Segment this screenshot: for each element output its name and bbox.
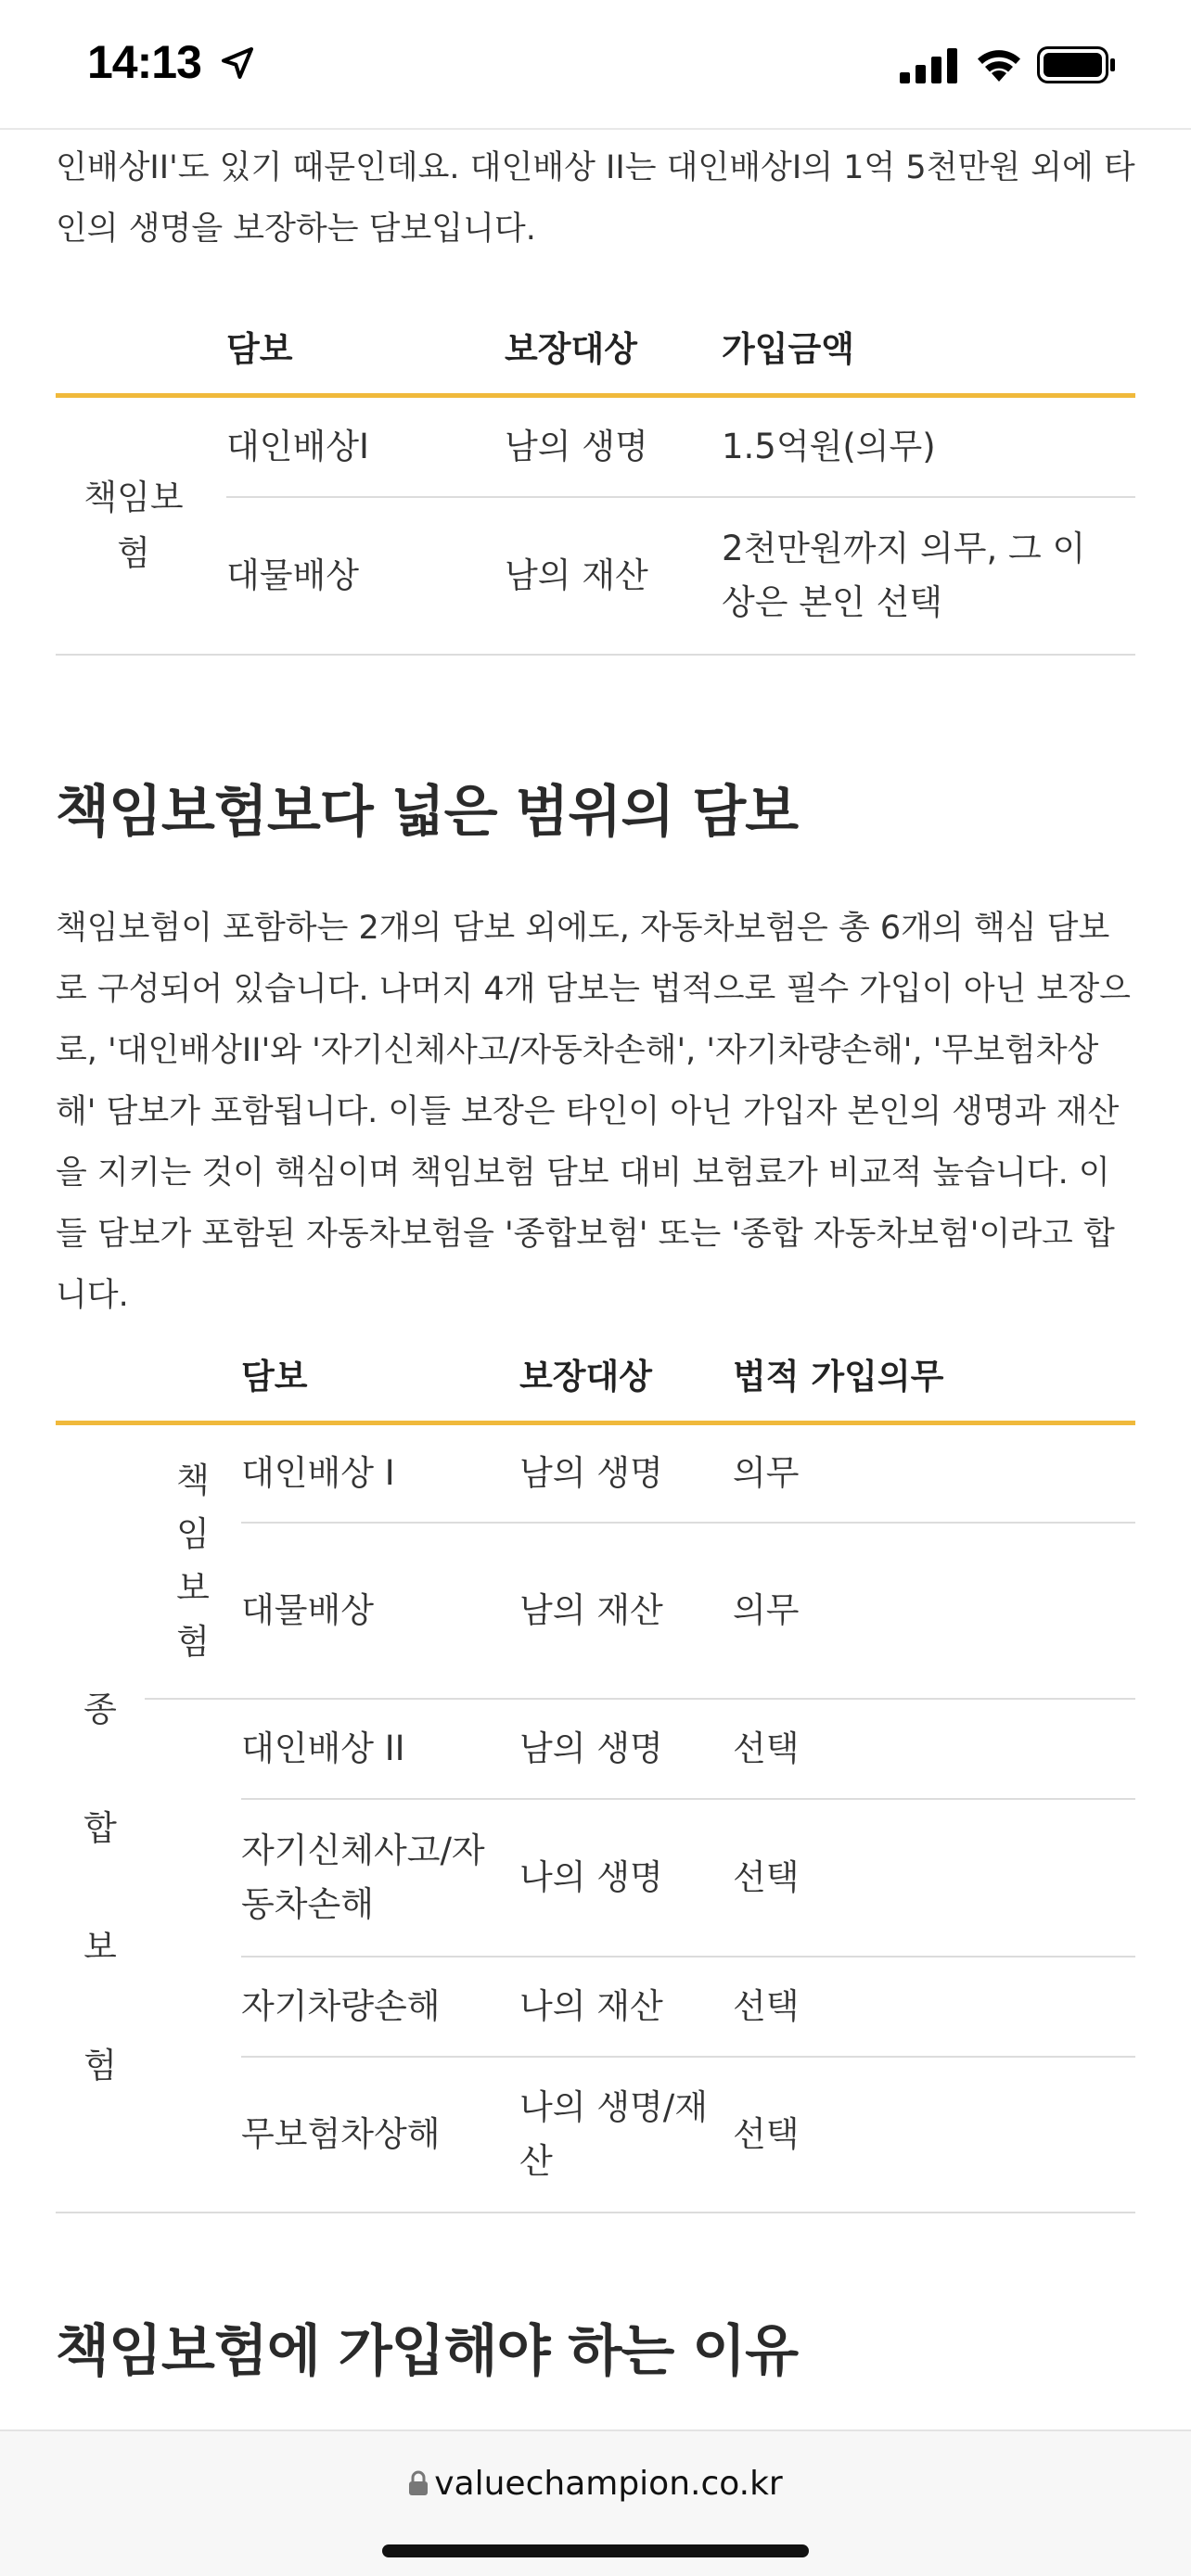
table-cell: 남의 생명 — [519, 1699, 733, 1799]
table2-header-empty — [145, 1326, 241, 1422]
table-cell: 2천만원까지 의무, 그 이상은 본인 선택 — [722, 497, 1135, 655]
status-bar — [0, 0, 1191, 130]
table-spacer — [145, 1957, 241, 2057]
status-time: 14:13 — [87, 36, 201, 88]
table-cell: 선택 — [733, 1699, 1135, 1799]
table-cell: 나의 생명/재산 — [519, 2057, 733, 2213]
table-cell: 선택 — [733, 2057, 1135, 2213]
comprehensive-insurance-table — [56, 1326, 1135, 2213]
table-cell: 남의 생명 — [505, 395, 722, 497]
table-cell: 남의 재산 — [505, 497, 722, 655]
table-cell: 자기신체사고/자동차손해 — [241, 1799, 519, 1957]
home-indicator[interactable] — [382, 2544, 809, 2557]
table1-header-coverage: 담보 — [226, 299, 505, 395]
table-spacer — [145, 1799, 241, 1957]
section-heading-wider-coverage: 책임보험보다 넓은 범위의 담보 — [56, 780, 799, 845]
table-cell: 선택 — [733, 1799, 1135, 1957]
body-paragraph: 책임보험이 포함하는 2개의 담보 외에도, 자동차보험은 총 6개의 핵심 담보로 구성되어 있습니다. 나머지 4개 담보는 법적으로 필수 가입이 아닌 보장으로, '대인배상II'와 '자기신체사고/자동차손해', '자기차량손해', '무보험차상해' 담보가 포함됩니다. 이들 보장은 타인이 아닌 가입자 본인의 생명과 재산을 지키는 것이 핵심이며 책임보험 담보 대비 보험료가 비교적 높습니다. 이들 담보가 포함된 자동차보험을 '종합보험' 또는 '종합 자동차보험'이라고 합니다. — [56, 910, 1131, 1314]
section-heading-why-liability: 책임보험에 가입해야 하는 이유 — [56, 2319, 799, 2384]
table2-header-empty — [56, 1326, 145, 1422]
table-cell: 의무 — [733, 1422, 1135, 1523]
table-cell: 의무 — [733, 1523, 1135, 1699]
table2-header-target: 보장대상 — [519, 1326, 733, 1422]
table2-header-coverage: 담보 — [241, 1326, 519, 1422]
table1-group-label: 책임보험 — [56, 395, 226, 655]
table-spacer — [145, 1699, 241, 1799]
table2-outer-group-label: 종합보험 — [56, 1422, 145, 2213]
table-cell: 대물배상 — [241, 1523, 519, 1699]
location-arrow-icon — [219, 45, 256, 82]
browser-address-bar[interactable] — [0, 2429, 1191, 2576]
table1-header-target: 보장대상 — [505, 299, 722, 395]
wifi-icon — [974, 45, 1024, 83]
intro-paragraph: 인배상II'도 있기 때문인데요. 대인배상 II는 대인배상I의 1억 5천만원 외에 타인의 생명을 보장하는 담보입니다. — [56, 149, 1135, 248]
table-cell: 선택 — [733, 1957, 1135, 2057]
table-cell: 남의 생명 — [519, 1422, 733, 1523]
table-spacer — [145, 2057, 241, 2213]
table-cell: 대물배상 — [226, 497, 505, 655]
table2-inner-group-label: 책임보험 — [145, 1422, 241, 1699]
liability-insurance-table — [56, 299, 1135, 656]
table1-header-empty — [56, 299, 226, 395]
table-cell: 1.5억원(의무) — [722, 395, 1135, 497]
table-cell: 대인배상 I — [241, 1422, 519, 1523]
cellular-signal-icon — [900, 48, 959, 83]
table-cell: 자기차량손해 — [241, 1957, 519, 2057]
table-cell: 남의 재산 — [519, 1523, 733, 1699]
table-cell: 나의 생명 — [519, 1799, 733, 1957]
table-cell: 나의 재산 — [519, 1957, 733, 2057]
table2-header-obligation: 법적 가입의무 — [733, 1326, 1135, 1422]
table-cell: 무보험차상해 — [241, 2057, 519, 2213]
battery-icon — [1037, 46, 1117, 83]
url-display[interactable] — [0, 2465, 1191, 2503]
table1-header-amount: 가입금액 — [722, 299, 1135, 395]
url-text: valuechampion.co.kr — [434, 2465, 783, 2503]
lock-icon — [408, 2470, 429, 2496]
table-cell: 대인배상I — [226, 395, 505, 497]
table-cell: 대인배상 II — [241, 1699, 519, 1799]
